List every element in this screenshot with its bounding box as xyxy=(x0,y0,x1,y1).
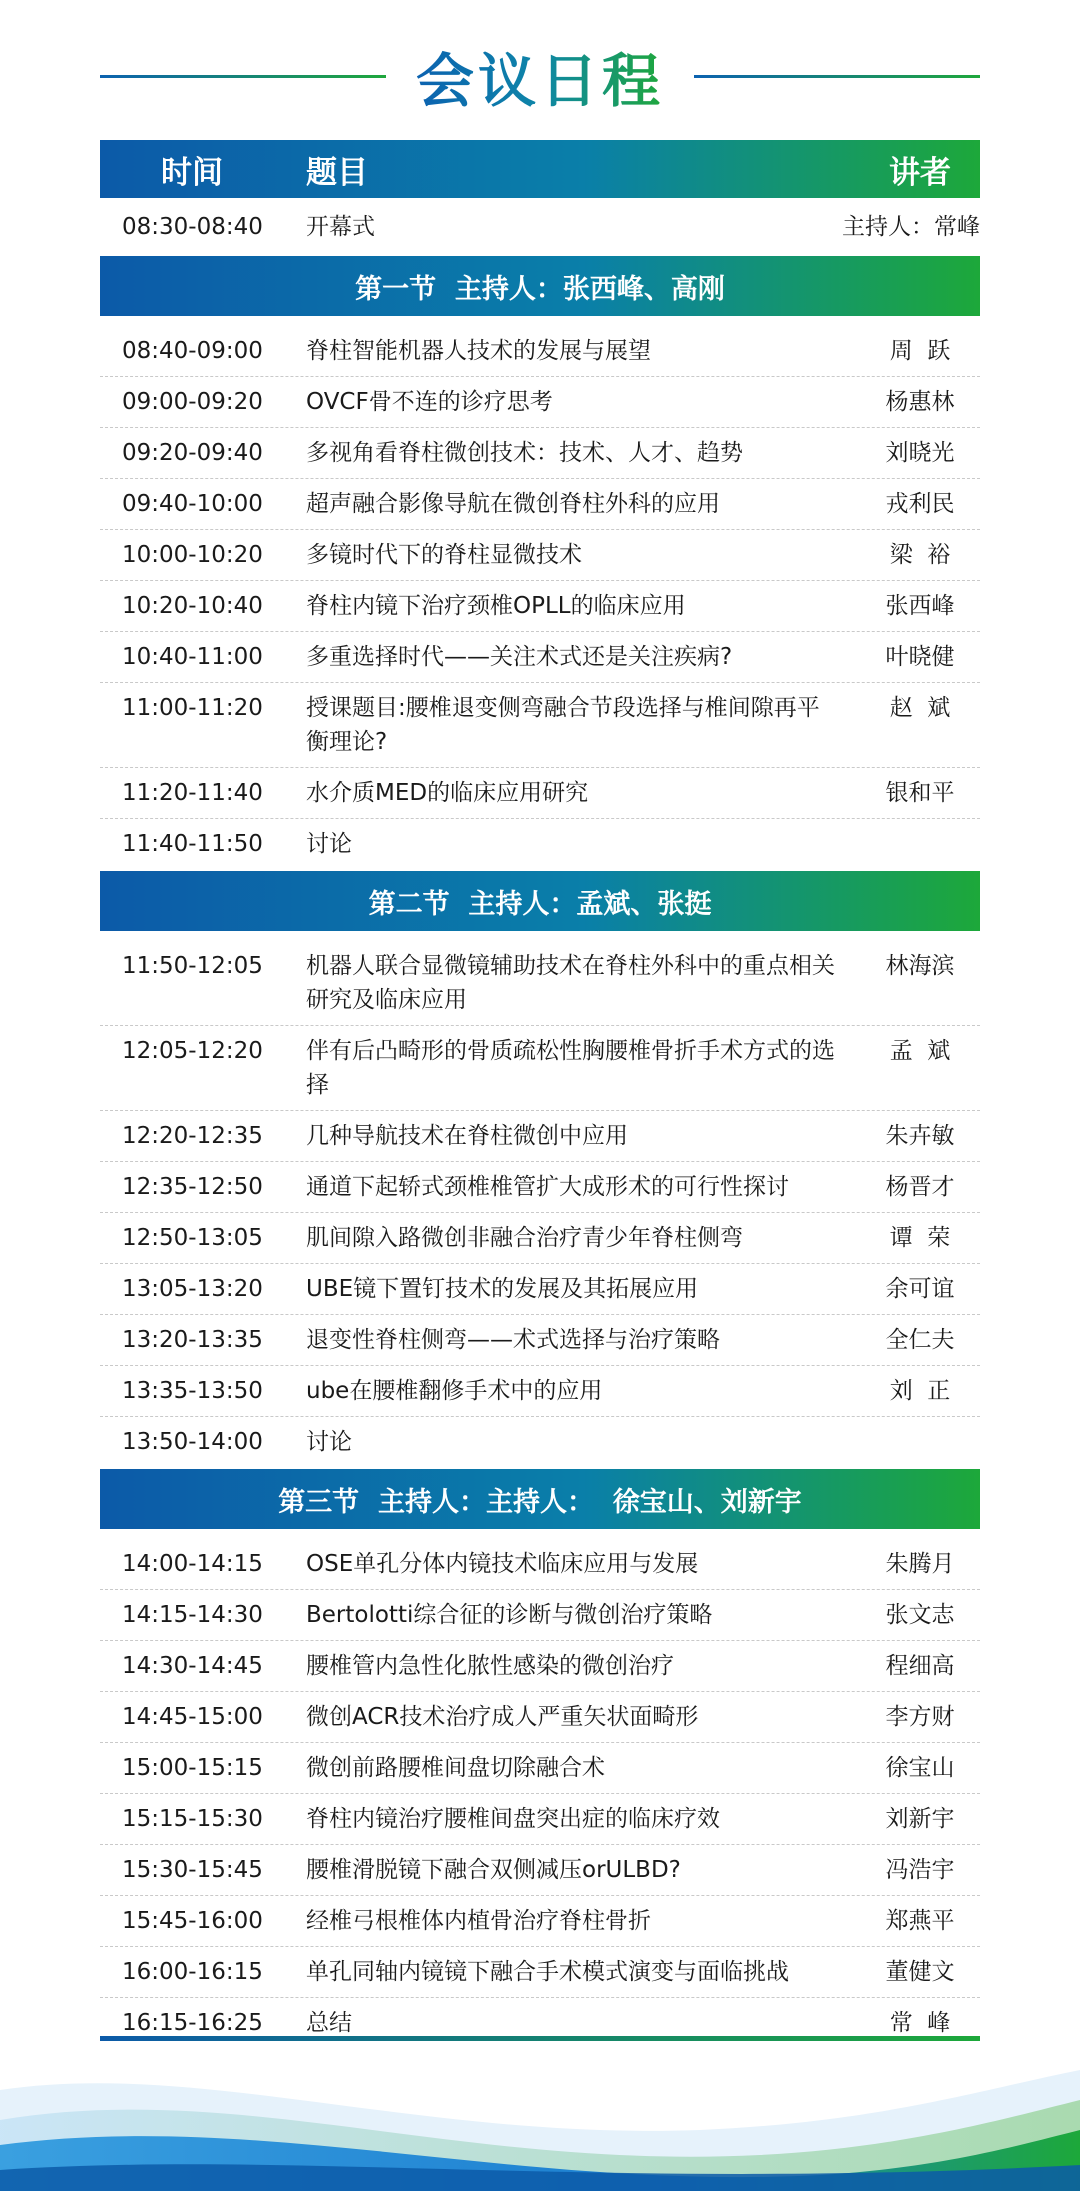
table-row xyxy=(100,428,980,479)
section-heading: 第二节 主持人：孟斌、张挺 xyxy=(100,871,980,931)
decorative-waves xyxy=(0,2050,1080,2191)
row-time: 13:20-13:35 xyxy=(122,1327,263,1353)
row-time: 11:00-11:20 xyxy=(122,695,263,721)
table-row xyxy=(100,941,980,1026)
header-time: 时间 xyxy=(161,154,223,191)
row-speaker: 程细高 xyxy=(885,1653,955,1679)
row-speaker: 梁 裕 xyxy=(889,542,951,568)
section-heading: 第三节 主持人：主持人： 徐宝山、刘新宇 xyxy=(100,1469,980,1529)
row-topic: OVCF骨不连的诊疗思考 xyxy=(306,389,553,415)
row-topic: UBE镜下置钉技术的发展及其拓展应用 xyxy=(306,1276,699,1302)
row-speaker: 赵 斌 xyxy=(889,695,951,721)
row-speaker: 郑燕平 xyxy=(885,1908,955,1934)
row-time: 16:15-16:25 xyxy=(122,2010,263,2036)
table-row xyxy=(100,1026,980,1111)
header-topic: 题目 xyxy=(306,154,368,191)
table-row xyxy=(100,1264,980,1315)
schedule-table xyxy=(100,140,980,2048)
table-header xyxy=(100,140,980,198)
row-topic: 讨论 xyxy=(306,1429,352,1455)
opening-row xyxy=(100,202,980,252)
row-topic: 伴有后凸畸形的骨质疏松性胸腰椎骨折手术方式的选择 xyxy=(306,1038,835,1098)
table-row xyxy=(100,1641,980,1692)
row-speaker: 全仁夫 xyxy=(885,1327,955,1353)
table-row xyxy=(100,1539,980,1590)
row-time: 16:00-16:15 xyxy=(122,1959,263,1985)
row-speaker: 杨晋才 xyxy=(885,1174,955,1200)
section-heading: 第一节 主持人：张西峰、高刚 xyxy=(100,256,980,316)
row-topic: 单孔同轴内镜镜下融合手术模式演变与面临挑战 xyxy=(306,1959,789,1985)
row-time: 10:00-10:20 xyxy=(122,542,263,568)
table-row xyxy=(100,1213,980,1264)
row-speaker: 周 跃 xyxy=(889,338,951,364)
row-time: 15:00-15:15 xyxy=(122,1755,263,1781)
table-row xyxy=(100,1315,980,1366)
table-row xyxy=(100,530,980,581)
row-time: 14:30-14:45 xyxy=(122,1653,263,1679)
row-time: 14:00-14:15 xyxy=(122,1551,263,1577)
page-title: 会议日程 xyxy=(416,34,664,118)
row-time: 14:15-14:30 xyxy=(122,1602,263,1628)
row-time: 13:35-13:50 xyxy=(122,1378,263,1404)
row-speaker: 常 峰 xyxy=(889,2010,951,2036)
sections-container xyxy=(100,256,980,2048)
row-topic: 开幕式 xyxy=(306,214,375,240)
title-right-rule xyxy=(694,75,980,78)
table-row xyxy=(100,479,980,530)
row-time: 10:20-10:40 xyxy=(122,593,263,619)
row-topic: OSE单孔分体内镜技术临床应用与发展 xyxy=(306,1551,699,1577)
table-row xyxy=(100,1896,980,1947)
row-speaker: 刘晓光 xyxy=(885,440,955,466)
row-topic: 脊柱智能机器人技术的发展与展望 xyxy=(306,338,651,364)
row-topic: 讨论 xyxy=(306,831,352,857)
row-topic: 几种导航技术在脊柱微创中应用 xyxy=(306,1123,628,1149)
table-row xyxy=(100,768,980,819)
row-topic: Bertolotti综合征的诊断与微创治疗策略 xyxy=(306,1602,713,1628)
row-speaker: 董健文 xyxy=(885,1959,955,1985)
row-time: 09:20-09:40 xyxy=(122,440,263,466)
row-time: 13:05-13:20 xyxy=(122,1276,263,1302)
row-topic: 腰椎滑脱镜下融合双侧减压orULBD? xyxy=(306,1857,681,1883)
row-time: 08:30-08:40 xyxy=(122,214,263,240)
row-topic: 微创前路腰椎间盘切除融合术 xyxy=(306,1755,605,1781)
row-speaker: 刘新宇 xyxy=(885,1806,955,1832)
row-speaker: 主持人：常峰 xyxy=(842,214,980,240)
table-row xyxy=(100,632,980,683)
row-topic: 通道下起轿式颈椎椎管扩大成形术的可行性探讨 xyxy=(306,1174,789,1200)
row-speaker: 银和平 xyxy=(885,780,955,806)
row-time: 10:40-11:00 xyxy=(122,644,263,670)
row-time: 12:20-12:35 xyxy=(122,1123,263,1149)
row-topic: ube在腰椎翻修手术中的应用 xyxy=(306,1378,603,1404)
table-row xyxy=(100,1947,980,1998)
row-topic: 水介质MED的临床应用研究 xyxy=(306,780,589,806)
row-time: 12:35-12:50 xyxy=(122,1174,263,1200)
table-row xyxy=(100,819,980,869)
table-row xyxy=(100,1162,980,1213)
row-speaker: 朱腾月 xyxy=(885,1551,955,1577)
page-title-block xyxy=(100,36,980,116)
row-speaker: 李方财 xyxy=(885,1704,955,1730)
row-topic: 经椎弓根椎体内植骨治疗脊柱骨折 xyxy=(306,1908,651,1934)
row-speaker: 刘 正 xyxy=(889,1378,951,1404)
row-topic: 腰椎管内急性化脓性感染的微创治疗 xyxy=(306,1653,674,1679)
bottom-rule xyxy=(100,2036,980,2041)
row-time: 13:50-14:00 xyxy=(122,1429,263,1455)
row-topic: 多视角看脊柱微创技术：技术、人才、趋势 xyxy=(306,440,743,466)
table-row xyxy=(100,1692,980,1743)
table-row xyxy=(100,326,980,377)
row-time: 11:40-11:50 xyxy=(122,831,263,857)
row-speaker: 张西峰 xyxy=(885,593,955,619)
row-speaker: 谭 荣 xyxy=(889,1225,951,1251)
row-time: 09:40-10:00 xyxy=(122,491,263,517)
row-speaker: 余可谊 xyxy=(885,1276,955,1302)
row-topic: 授课题目:腰椎退变侧弯融合节段选择与椎间隙再平衡理论? xyxy=(306,695,820,755)
row-topic: 退变性脊柱侧弯——术式选择与治疗策略 xyxy=(306,1327,720,1353)
table-row xyxy=(100,377,980,428)
table-row xyxy=(100,1417,980,1467)
row-topic: 肌间隙入路微创非融合治疗青少年脊柱侧弯 xyxy=(306,1225,743,1251)
header-speaker: 讲者 xyxy=(889,154,951,191)
row-topic: 超声融合影像导航在微创脊柱外科的应用 xyxy=(306,491,720,517)
row-speaker: 朱卉敏 xyxy=(885,1123,955,1149)
row-speaker: 叶晓健 xyxy=(885,644,955,670)
row-time: 11:20-11:40 xyxy=(122,780,263,806)
row-speaker: 冯浩宇 xyxy=(885,1857,955,1883)
row-time: 15:15-15:30 xyxy=(122,1806,263,1832)
row-time: 12:05-12:20 xyxy=(122,1038,263,1064)
row-time: 09:00-09:20 xyxy=(122,389,263,415)
table-row xyxy=(100,1366,980,1417)
row-speaker: 徐宝山 xyxy=(885,1755,955,1781)
row-time: 15:45-16:00 xyxy=(122,1908,263,1934)
row-topic: 机器人联合显微镜辅助技术在脊柱外科中的重点相关研究及临床应用 xyxy=(306,953,835,1013)
row-time: 11:50-12:05 xyxy=(122,953,263,979)
row-speaker: 林海滨 xyxy=(885,953,955,979)
row-time: 14:45-15:00 xyxy=(122,1704,263,1730)
table-row xyxy=(100,1111,980,1162)
row-speaker: 张文志 xyxy=(885,1602,955,1628)
row-topic: 多重选择时代——关注术式还是关注疾病? xyxy=(306,644,733,670)
table-row xyxy=(100,1794,980,1845)
row-speaker: 孟 斌 xyxy=(889,1038,951,1064)
row-time: 15:30-15:45 xyxy=(122,1857,263,1883)
title-left-rule xyxy=(100,75,386,78)
row-time: 08:40-09:00 xyxy=(122,338,263,364)
row-speaker: 杨惠林 xyxy=(885,389,955,415)
table-row xyxy=(100,581,980,632)
table-row xyxy=(100,1845,980,1896)
row-speaker: 戎利民 xyxy=(885,491,955,517)
row-topic: 总结 xyxy=(306,2010,352,2036)
table-row xyxy=(100,683,980,768)
table-row xyxy=(100,1590,980,1641)
row-time: 12:50-13:05 xyxy=(122,1225,263,1251)
table-row xyxy=(100,1743,980,1794)
row-topic: 多镜时代下的脊柱显微技术 xyxy=(306,542,582,568)
row-topic: 脊柱内镜治疗腰椎间盘突出症的临床疗效 xyxy=(306,1806,720,1832)
row-topic: 微创ACR技术治疗成人严重矢状面畸形 xyxy=(306,1704,699,1730)
row-topic: 脊柱内镜下治疗颈椎OPLL的临床应用 xyxy=(306,593,686,619)
